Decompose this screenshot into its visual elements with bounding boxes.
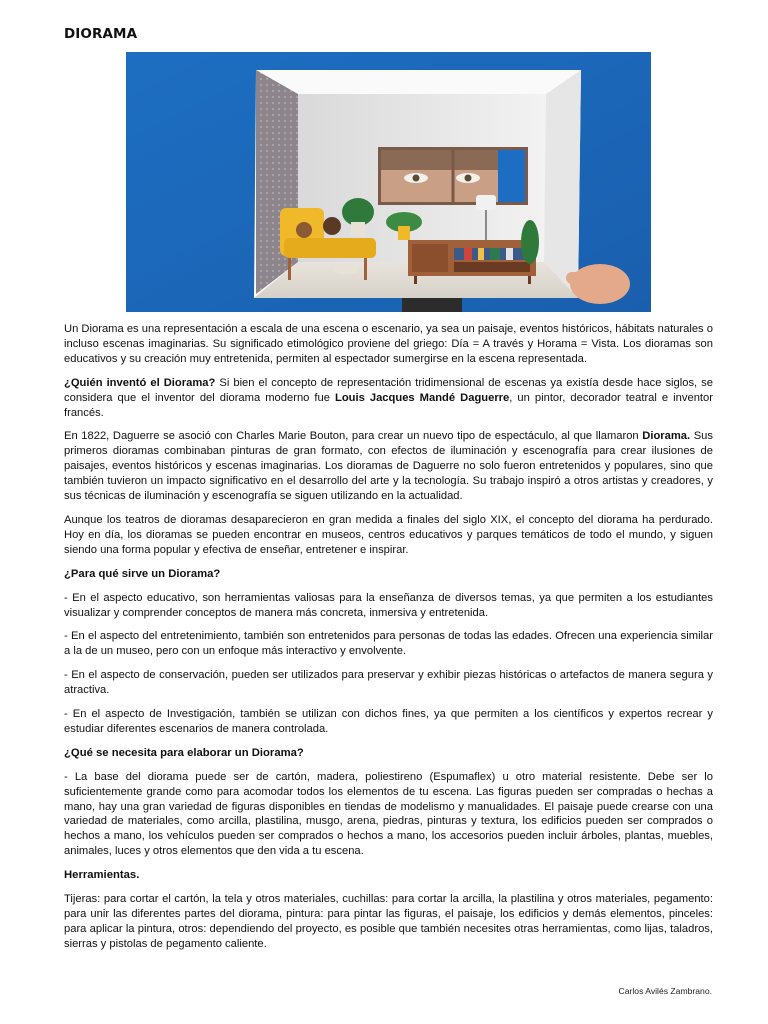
page-title: DIORAMA xyxy=(64,26,138,42)
history-text-after: Sus primeros dioramas combinaban pinturas de gran formato, con efectos de iluminación y escenografía para crear ilusiones de paisajes, eventos históricos y escenas imaginarias. Los dioramas de Daguerre no solo fueron entretenidos y populares, sino que también tuvieron un impacto significativo en el desarrollo del arte y la tecnología. Su trabajo inspiró a otros artistas y creadores, y sus técnicas de iluminación y escenografía se siguen utilizando en la actualidad. xyxy=(64,430,713,503)
herramientas-heading: Herramientas. xyxy=(64,869,140,882)
inventor-name: Louis Jacques Mandé Daguerre xyxy=(335,391,510,404)
diorama-photo xyxy=(126,52,651,312)
history-bold: Diorama. xyxy=(642,430,691,443)
que-necesita-heading: ¿Qué se necesita para elaborar un Diorama? xyxy=(64,746,304,759)
intro-paragraph: Un Diorama es una representación a escala de una escena o escenario, ya sea un paisaje, eventos históricos, hábitats naturales o incluso escenas imaginarias. Su significado etimológico proviene del griego: Día = A través y Horama = Vista. Los dioramas son educativos y su creación muy entretenida, permiten al espectador sumergirse en la escena representada. xyxy=(64,323,713,365)
history-paragraph xyxy=(64,429,713,504)
para-que-item-educativo: - En el aspecto educativo, son herramientas valiosas para la enseñanza de diversos temas, ya que permiten a los estudiantes visualizar y comprender conceptos de manera más concreta, inmersiva y entretenida. xyxy=(64,591,713,619)
que-necesita-paragraph: - La base del diorama puede ser de cartón, madera, poliestireno (Espumaflex) u otro material resistente. Debe ser lo suficientemente grande como para acomodar todos los elementos de tu escena. Las figuras pueden ser compradas o hechas a mano, hay una gran variedad de figuras disponibles en tiendas de modelismo y manualidades. El paisaje puede crearse con una variedad de materiales, como arcilla, plastilina, musgo, arena, piedras, pinturas y textura, los edificios pueden ser comprados o hechos a mano, los vehículos pueden ser comprados o hechos a mano, los accesorios pueden incluir árboles, plantas, muebles, animales, luces y otros elementos que den vida a tu escena. xyxy=(64,770,713,858)
document-page xyxy=(64,26,713,952)
para-que-heading: ¿Para qué sirve un Diorama? xyxy=(64,567,221,580)
author-signature: Carlos Avilés Zambrano. xyxy=(618,986,712,996)
decline-paragraph: Aunque los teatros de dioramas desaparecieron en gran medida a finales del siglo XIX, el concepto del diorama ha perdurado. Hoy en día, los dioramas se pueden encontrar en museos, centros educativos y parques temáticos de todo el mundo, y siguen siendo una forma popular y efectiva de enseñar, entretener e inspirar. xyxy=(64,513,713,556)
inventor-paragraph xyxy=(64,376,713,421)
inventor-question: ¿Quién inventó el Diorama? xyxy=(64,376,216,389)
history-text-before: En 1822, Daguerre se asoció con Charles Marie Bouton, para crear un nuevo tipo de espectáculo, al que llamaron xyxy=(64,430,643,443)
para-que-item-conservacion: - En el aspecto de conservación, pueden ser utilizados para preservar y exhibir piezas históricas o artefactos de manera segura y atractiva. xyxy=(64,669,713,697)
para-que-item-investigacion: - En el aspecto de Investigación, también se utilizan con dichos fines, ya que permiten a los científicos y expertos recrear y estudiar diferentes escenarios de manera controlada. xyxy=(64,708,713,735)
herramientas-paragraph: Tijeras: para cortar el cartón, la tela y otros materiales, cuchillas: para cortar la arcilla, la plastilina y otros materiales, pegamento: para unir las diferentes partes del diorama, pintura: para pintar las figuras, el paisaje, los edificios y demás elementos, pinceles: para aplicar la pintura, otros: dependiendo del proyecto, es posible que también necesites otras herramientas, como lijas, taladros, sierras y pistolas de pegamento caliente. xyxy=(64,893,713,950)
para-que-item-entretenimiento: - En el aspecto del entretenimiento, también son entretenidos para personas de todas las edades. Ofrecen una experiencia similar a la de un museo, pero con un enfoque más interactivo y envolvente. xyxy=(64,630,713,658)
inventor-text-before: Si bien el concepto de representación tridimensional de escenas ya existía desde hace siglos, se considera que el inventor del diorama moderno fue xyxy=(64,376,713,404)
inventor-text-after: , un pintor, decorador teatral e inventor francés. xyxy=(64,391,713,419)
